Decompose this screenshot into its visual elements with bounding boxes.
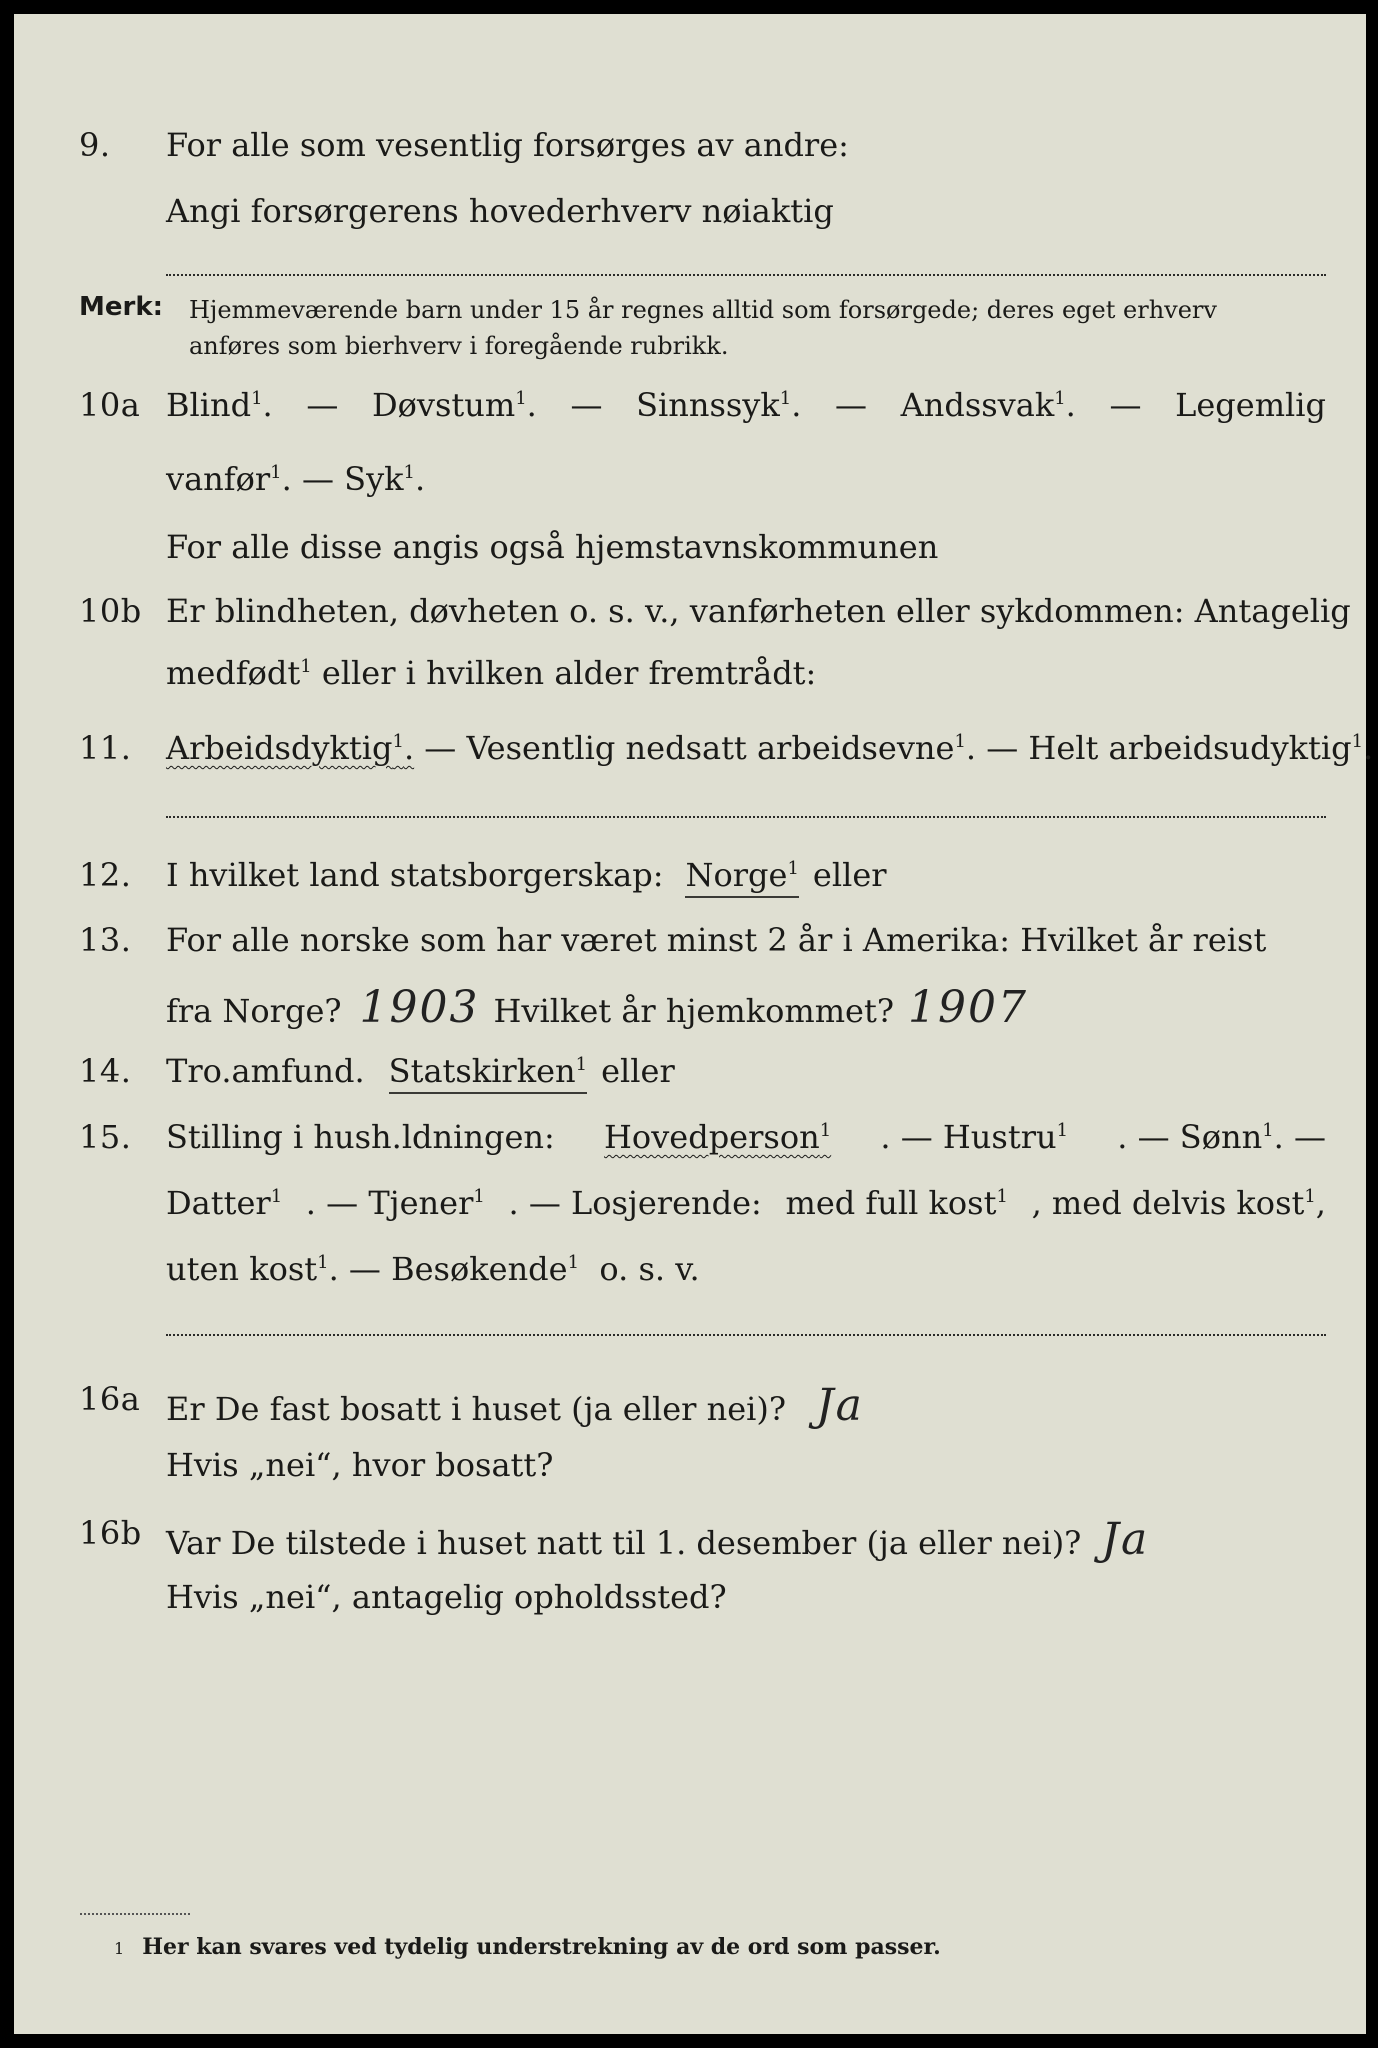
merk-text-1: Hjemmeværende barn under 15 år regnes alltid som forsørgede; deres eget erhverv	[189, 296, 1217, 324]
option-andssvak[interactable]: Andssvak$^1$.	[900, 386, 1076, 424]
footnote-divider	[80, 1913, 190, 1915]
q16b-question: Var De tilstede i huset natt til 1. desember (ja eller nei)?	[166, 1524, 1082, 1562]
option-tjener[interactable]: . — Tjener$^1$	[305, 1184, 485, 1222]
option-norge-selected[interactable]: Norge$^1$	[685, 856, 798, 898]
q12-number: 12.	[79, 856, 132, 894]
option-arbeidsdyktig-selected[interactable]: Arbeidsdyktig$^1$.	[166, 729, 415, 767]
q16a-line-1	[166, 1380, 864, 1431]
q15-losjerende-label: . — Losjerende:	[508, 1184, 762, 1222]
footnote-mark: 1	[114, 1939, 125, 1958]
handwritten-answer-year-left[interactable]: 1903	[359, 982, 480, 1033]
option-hustru[interactable]: . — Hustru$^1$	[880, 1118, 1069, 1156]
option-syk[interactable]: Syk$^1$.	[344, 460, 426, 498]
q11-answer-field[interactable]	[166, 816, 1326, 818]
option-dovstum[interactable]: Døvstum$^1$.	[371, 386, 537, 424]
option-nedsatt-arbeidsevne[interactable]: — Vesentlig nedsatt arbeidsevne$^1$	[424, 729, 966, 767]
q13-number: 13.	[79, 921, 132, 959]
q9-line-1	[166, 126, 1326, 164]
q9-question: For alle som vesentlig forsørges av andre:	[166, 126, 849, 164]
q10a-hjemstavn-question: For alle disse angis også hjemstavnskommunen	[166, 528, 939, 566]
q15-question: Stilling i hush.ldningen:	[166, 1118, 555, 1156]
q10a-line-2	[166, 460, 806, 498]
q10b-question: Er blindheten, døvheten o. s. v., vanførheten eller sykdommen: Antagelig	[166, 592, 1351, 630]
q16a-question-2: Hvis „nei“, hvor bosatt?	[166, 1446, 554, 1484]
q11-end: .	[1363, 729, 1374, 767]
q15-line-3	[166, 1250, 1326, 1288]
q10a-options-line	[166, 386, 1326, 424]
handwritten-answer-tilstede[interactable]: Ja	[1101, 1514, 1150, 1565]
q14-line	[166, 1052, 1326, 1094]
q16b-line-1	[166, 1514, 1149, 1565]
q9-answer-field-2[interactable]	[166, 274, 1326, 276]
q12-question: I hvilket land statsborgerskap:	[166, 856, 664, 894]
q16b-number: 16b	[79, 1514, 142, 1552]
q14-question: Tro.amfund.	[166, 1052, 365, 1090]
q12-line	[166, 856, 1326, 898]
q16a-line-2	[166, 1446, 586, 1484]
q15-answer-field-2[interactable]	[166, 1334, 1326, 1336]
q14-number: 14.	[79, 1052, 132, 1090]
q10b-line-1	[166, 592, 1351, 630]
handwritten-answer-year-returned[interactable]: 1907	[907, 982, 1028, 1033]
q10b-line-2	[166, 654, 1326, 692]
q16a-question: Er De fast bosatt i huset (ja eller nei)?	[166, 1390, 787, 1428]
option-full-kost[interactable]: med full kost$^1$	[785, 1184, 1008, 1222]
option-statskirken-selected[interactable]: Statskirken$^1$	[389, 1052, 587, 1094]
q11-number: 11.	[79, 729, 132, 767]
q10b-number: 10b	[79, 592, 142, 630]
option-separator: —	[301, 460, 334, 498]
q13-question: For alle norske som har været minst 2 år i Amerika: Hvilket år reist	[166, 921, 1267, 959]
q12-eller: eller	[812, 856, 887, 894]
q16b-line-2	[166, 1578, 1326, 1616]
q15-line-1	[166, 1118, 1326, 1156]
option-sonn[interactable]: . — Sønn$^1$. —	[1117, 1118, 1326, 1156]
footnote	[114, 1934, 941, 1960]
q16b-question-2: Hvis „nei“, antagelig opholdssted?	[166, 1578, 727, 1616]
option-datter[interactable]: Datter$^1$	[166, 1184, 283, 1222]
q13-line-1	[166, 921, 1326, 959]
option-separator: —	[306, 386, 339, 424]
merk-text-2: anføres som bierhverv i foregående rubrikk.	[189, 332, 729, 360]
q16a-number: 16a	[79, 1380, 141, 1418]
q13-question-hjemkommet: Hvilket år hjemkommet?	[493, 992, 894, 1030]
footnote-text: Her kan svares ved tydelig understrekning av de ord som passer.	[142, 1934, 941, 1960]
option-uten-kost[interactable]: uten kost$^1$	[166, 1250, 329, 1288]
q15-osv: o. s. v.	[599, 1250, 700, 1288]
q10a-line-3	[166, 528, 1326, 566]
option-separator: —	[835, 386, 867, 424]
q9-question-2: Angi forsørgerens hovederhverv nøiaktig	[166, 192, 834, 230]
option-vanfor[interactable]: vanfør$^1$.	[166, 460, 302, 498]
q9-line-2	[166, 192, 1326, 230]
q15-line-2	[166, 1184, 1326, 1222]
handwritten-answer-bosatt[interactable]: Ja	[816, 1380, 864, 1431]
option-delvis-kost[interactable]: , med delvis kost$^1$,	[1031, 1184, 1326, 1222]
q9-number: 9.	[79, 126, 111, 164]
q15-number: 15.	[79, 1118, 132, 1156]
q11-line	[166, 729, 1374, 767]
option-arbeidsudyktig[interactable]: . — Helt arbeidsudyktig$^1$	[965, 729, 1364, 767]
q14-eller: eller	[601, 1052, 675, 1090]
option-medfodt[interactable]: medfødt$^1$	[166, 654, 312, 692]
merk-label: Merk:	[79, 292, 164, 322]
option-blind[interactable]: Blind$^1$.	[166, 386, 273, 424]
q10a-number: 10a	[79, 386, 141, 424]
option-separator: —	[570, 386, 603, 424]
option-besokende[interactable]: . — Besøkende$^1$	[328, 1250, 580, 1288]
option-sinnssyk[interactable]: Sinnssyk$^1$.	[636, 386, 802, 424]
q13-line-2	[166, 982, 1126, 1033]
census-form-page	[14, 14, 1374, 2034]
q10b-question-2: eller i hvilken alder fremtrådt:	[321, 654, 817, 692]
option-legemlig[interactable]: Legemlig	[1175, 386, 1326, 424]
q13-question-reist: fra Norge?	[166, 992, 342, 1030]
option-hovedperson-selected[interactable]: Hovedperson$^1$	[604, 1118, 832, 1156]
option-separator: —	[1109, 386, 1142, 424]
